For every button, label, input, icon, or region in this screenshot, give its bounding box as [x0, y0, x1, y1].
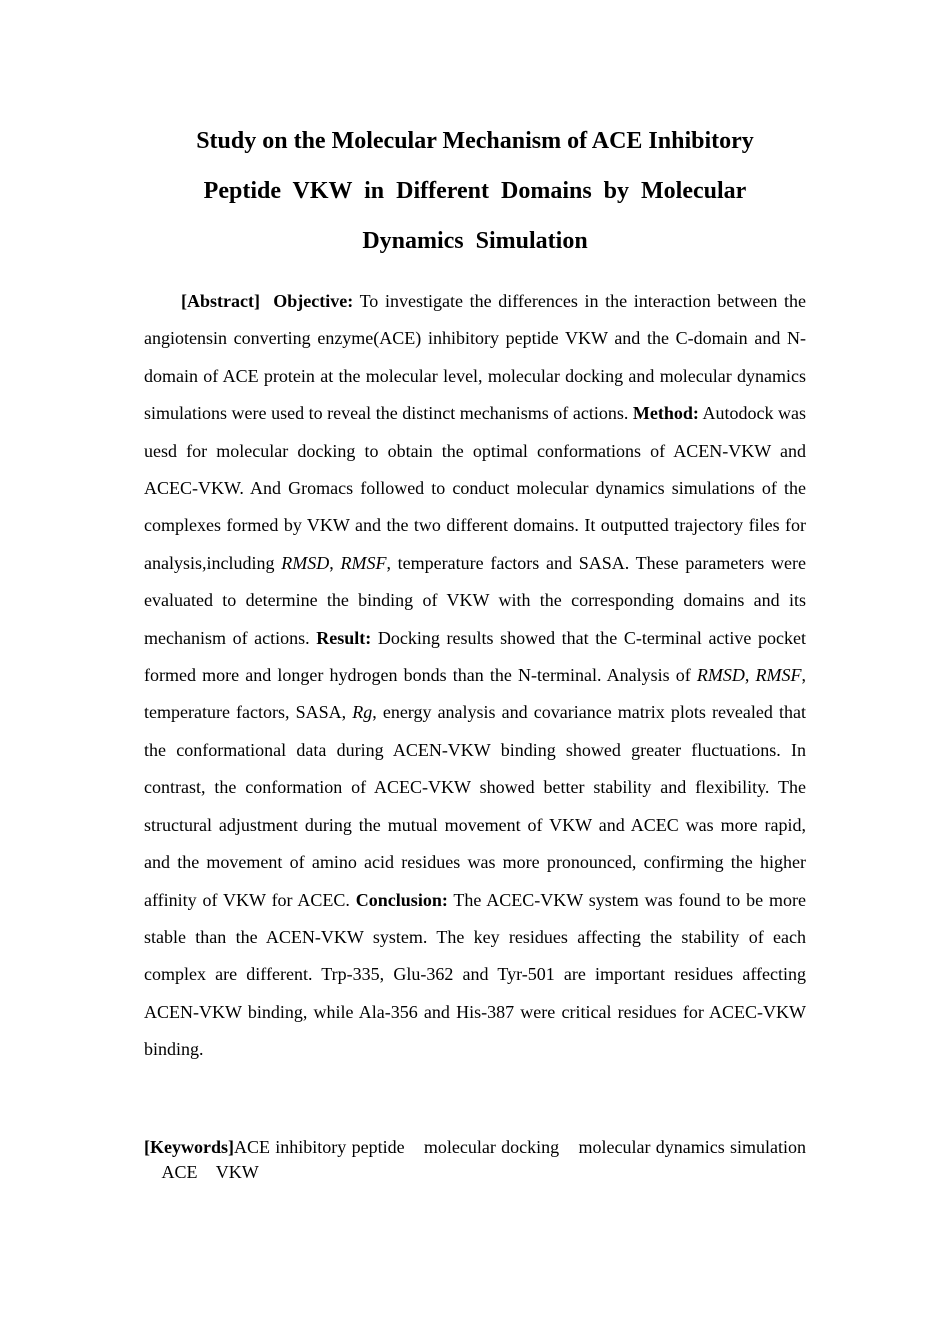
title-line-1: Study on the Molecular Mechanism of ACE Inhibitory: [196, 128, 754, 154]
keyword-item: ACE: [161, 1162, 198, 1182]
method-text-2: , temperature factors and SASA. These parameters were evaluated to determine the binding of VKW with the corresponding domains and its mechanism of actions.: [144, 552, 807, 648]
keyword-item: VKW: [215, 1162, 259, 1182]
abstract-label: [Abstract]: [181, 291, 260, 311]
objective-label: Objective:: [273, 291, 354, 311]
abstract-paragraph: [144, 283, 806, 1069]
rmsd-term: RMSD: [281, 552, 330, 573]
rmsf-term: RMSF: [340, 552, 387, 573]
conclusion-text: The ACEC-VKW system was found to be more stable than the ACEN-VKW system. The key residues affecting the stability of each complex are different. Trp-335, Glu-362 and Tyr-501 are important residues affecting ACEN-VKW binding, while Ala-356 and His-387 were critical residues for ACEC-VKW binding.: [144, 889, 806, 1060]
title-line-3: Dynamics Simulation: [362, 228, 588, 254]
keyword-item: molecular dynamics simulation: [578, 1137, 807, 1157]
title-line-2: Peptide VKW in Different Domains by Molecular: [203, 178, 747, 204]
keywords-paragraph: [144, 1135, 806, 1185]
rmsd-term-2: RMSD: [696, 665, 745, 686]
method-text-1: Autodock was uesd for molecular docking to obtain the optimal conformations of ACEN-VKW and ACEC-VKW. And Gromacs followed to conduct molecular dynamics simulations of the complexes formed by VKW and the two different domains. It outputted trajectory files for analysis,including: [144, 403, 806, 573]
comma-1: ,: [329, 552, 341, 573]
objective-text: To investigate the differences in the interaction between the angiotensin converting enzyme(ACE) inhibitory peptide VKW and the C-domain and N-domain of ACE protein at the molecular level, molecular docking and molecular dynamics simulations were used to reveal the distinct mechanisms of actions.: [144, 291, 806, 424]
result-text-2: , temperature factors, SASA,: [144, 665, 806, 723]
paper-title: [140, 116, 810, 266]
rmsf-term-2: RMSF: [755, 665, 802, 686]
result-text-3: , energy analysis and covariance matrix plots revealed that the conformational data during ACEN-VKW binding showed greater fluctuations. In contrast, the conformation of ACEC-VKW showed better stability and flexibility. The structural adjustment during the mutual movement of VKW and ACEC was more rapid, and the movement of amino acid residues was more pronounced, confirming the higher affinity of VKW for ACEC.: [144, 702, 806, 910]
rg-term: Rg: [352, 702, 373, 723]
keyword-item: molecular docking: [423, 1137, 560, 1157]
result-label: Result:: [316, 627, 372, 648]
method-label: Method:: [632, 403, 699, 424]
keyword-item: ACE inhibitory peptide: [233, 1137, 405, 1157]
result-text-1: Docking results showed that the C-terminal active pocket formed more and longer hydrogen bonds than the N-terminal. Analysis of: [144, 627, 806, 686]
conclusion-label: Conclusion:: [355, 889, 448, 910]
comma-2: ,: [744, 665, 756, 686]
keywords-label: [Keywords]: [144, 1137, 234, 1157]
